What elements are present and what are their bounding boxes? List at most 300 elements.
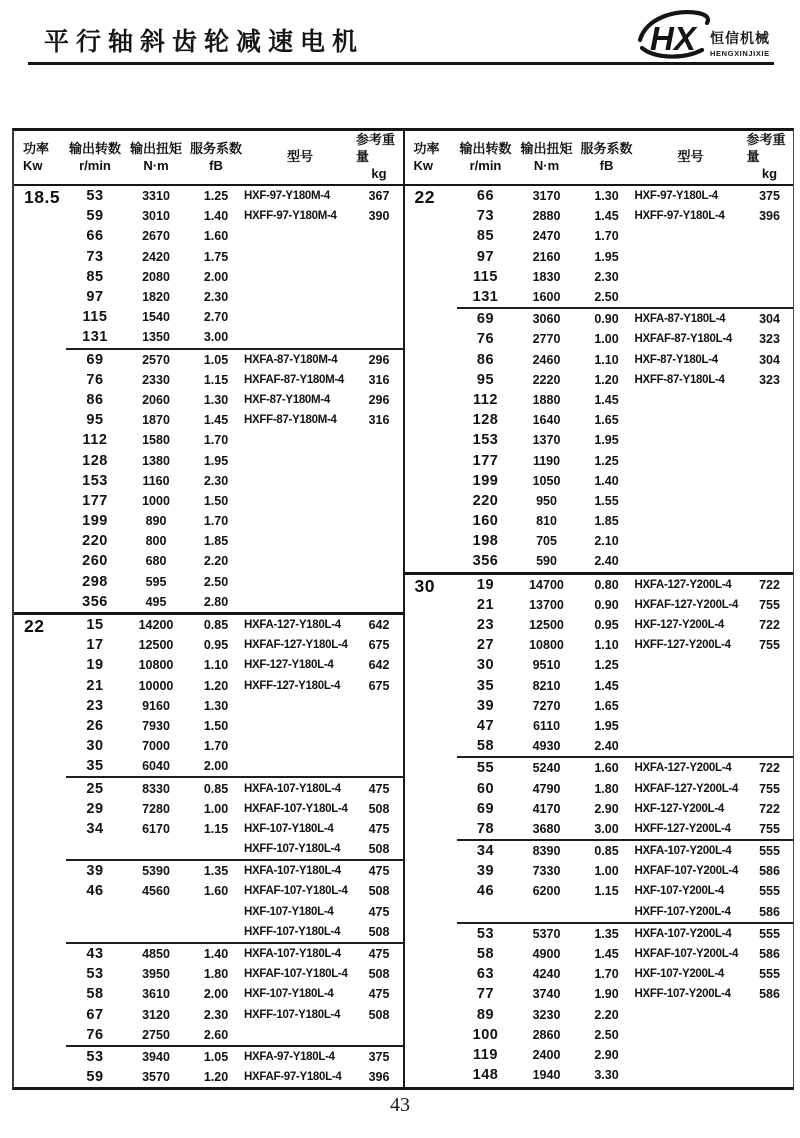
service-header-cn: 服务系数 bbox=[189, 140, 242, 156]
cell-speed: 177 bbox=[472, 452, 499, 469]
table-row bbox=[405, 696, 794, 716]
cell-torque: 7280 bbox=[142, 801, 170, 816]
cell-speed: 58 bbox=[476, 738, 495, 755]
cell-service-factor: 1.35 bbox=[594, 926, 619, 941]
table-row bbox=[14, 1005, 403, 1025]
cell-speed: 76 bbox=[476, 331, 495, 348]
cell-service-factor: 2.90 bbox=[594, 1047, 619, 1062]
cell-service-factor: 1.25 bbox=[203, 189, 229, 204]
hx-logo-text: HX bbox=[650, 20, 696, 57]
cell-torque: 1190 bbox=[532, 453, 561, 468]
cell-speed: 19 bbox=[86, 657, 104, 674]
cell-torque: 4900 bbox=[532, 947, 561, 962]
column-header-model bbox=[635, 149, 747, 166]
cell-service-factor: 2.90 bbox=[594, 801, 619, 816]
cell-weight: 586 bbox=[759, 864, 780, 879]
cell-speed: 97 bbox=[86, 289, 104, 306]
cell-speed: 85 bbox=[86, 268, 104, 285]
cell-speed: 59 bbox=[86, 1069, 104, 1086]
cell-service-factor: 1.45 bbox=[594, 678, 619, 693]
weight-header-cn: 参考重量 bbox=[746, 132, 786, 165]
table-row bbox=[14, 226, 403, 246]
table-row bbox=[405, 902, 794, 922]
cell-speed: 78 bbox=[476, 820, 495, 837]
cell-speed: 177 bbox=[82, 492, 108, 509]
cell-service-factor: 2.80 bbox=[203, 594, 229, 609]
table-row bbox=[14, 778, 403, 798]
company-name-en: HENGXINJIXIE bbox=[710, 49, 770, 58]
cell-torque: 680 bbox=[145, 554, 167, 569]
cell-torque: 1380 bbox=[142, 453, 170, 468]
cell-service-factor: 0.85 bbox=[203, 618, 229, 633]
cell-torque: 495 bbox=[145, 594, 167, 609]
table-row bbox=[14, 1067, 403, 1087]
cell-weight: 296 bbox=[368, 352, 390, 367]
right-table-body bbox=[405, 186, 794, 1085]
table-row bbox=[405, 615, 794, 635]
cell-model: HXF-127-Y200L-4 bbox=[634, 619, 724, 632]
cell-speed: 58 bbox=[86, 986, 104, 1003]
table-row bbox=[14, 1047, 403, 1067]
cell-model: HXFAF-97-Y180L-4 bbox=[244, 1071, 342, 1084]
power-value: 30 bbox=[414, 575, 435, 596]
cell-speed: 153 bbox=[472, 432, 499, 449]
service-header-unit: fB bbox=[209, 157, 223, 173]
cell-service-factor: 1.65 bbox=[594, 413, 619, 428]
table-row bbox=[14, 635, 403, 655]
cell-torque: 1830 bbox=[532, 269, 561, 284]
cell-speed: 69 bbox=[476, 311, 495, 328]
cell-torque: 3950 bbox=[142, 967, 170, 982]
table-row bbox=[14, 944, 403, 964]
cell-speed: 76 bbox=[86, 371, 104, 388]
cell-model: HXFAF-87-Y180L-4 bbox=[634, 333, 732, 346]
cell-speed: 95 bbox=[476, 371, 495, 388]
cell-torque: 8330 bbox=[142, 781, 170, 796]
speed-header-cn: 输出转数 bbox=[68, 140, 121, 156]
torque-header-unit: N·m bbox=[533, 157, 560, 173]
cell-model: HXFF-127-Y180L-4 bbox=[244, 679, 341, 692]
table-row bbox=[14, 247, 403, 267]
cell-service-factor: 1.95 bbox=[203, 453, 229, 468]
table-row bbox=[405, 635, 794, 655]
table-row bbox=[405, 370, 794, 390]
cell-speed: 69 bbox=[86, 351, 104, 368]
power-value: 18.5 bbox=[24, 187, 61, 207]
cell-model: HXFAF-127-Y200L-4 bbox=[634, 782, 739, 795]
cell-model: HXFAF-107-Y180L-4 bbox=[244, 968, 348, 981]
cell-service-factor: 1.85 bbox=[203, 534, 229, 549]
table-row bbox=[14, 696, 403, 716]
table-row bbox=[405, 944, 794, 964]
cell-service-factor: 1.00 bbox=[594, 332, 619, 347]
cell-speed: 73 bbox=[86, 248, 104, 265]
power-value: 22 bbox=[414, 187, 435, 207]
table-row bbox=[14, 819, 403, 839]
cell-torque: 2220 bbox=[532, 372, 561, 387]
cell-service-factor: 1.60 bbox=[594, 761, 619, 776]
cell-speed: 77 bbox=[476, 986, 495, 1003]
cell-service-factor: 1.45 bbox=[594, 392, 619, 407]
cell-speed: 35 bbox=[476, 677, 495, 694]
table-row bbox=[405, 390, 794, 410]
power-value: 22 bbox=[24, 615, 45, 636]
cell-service-factor: 1.50 bbox=[203, 493, 229, 508]
cell-service-factor: 1.40 bbox=[594, 473, 619, 488]
cell-service-factor: 1.25 bbox=[594, 658, 619, 673]
cell-torque: 4850 bbox=[142, 947, 170, 962]
cell-service-factor: 1.60 bbox=[203, 229, 229, 244]
cell-torque: 7330 bbox=[532, 864, 561, 879]
cell-speed: 356 bbox=[472, 553, 499, 570]
cell-torque: 3010 bbox=[142, 209, 170, 224]
table-row bbox=[405, 471, 794, 491]
cell-speed: 15 bbox=[86, 617, 104, 634]
power-section bbox=[405, 186, 794, 572]
cell-torque: 705 bbox=[536, 534, 557, 549]
cell-torque: 3740 bbox=[532, 987, 561, 1002]
table-row bbox=[405, 655, 794, 675]
cell-speed: 198 bbox=[472, 533, 499, 550]
cell-torque: 2880 bbox=[532, 209, 561, 224]
cell-model: HXFA-127-Y200L-4 bbox=[634, 762, 732, 775]
service-header-cn: 服务系数 bbox=[580, 140, 633, 156]
cell-model: HXFA-107-Y200L-4 bbox=[634, 927, 732, 940]
cell-torque: 2060 bbox=[142, 392, 170, 407]
table-row bbox=[14, 736, 403, 756]
cell-speed: 128 bbox=[472, 412, 499, 429]
cell-torque: 9510 bbox=[532, 658, 561, 673]
cell-service-factor: 1.30 bbox=[203, 392, 229, 407]
cell-service-factor: 1.65 bbox=[594, 698, 619, 713]
table-row bbox=[14, 799, 403, 819]
cell-service-factor: 1.10 bbox=[594, 638, 619, 653]
cell-torque: 1600 bbox=[532, 290, 561, 305]
cell-model: HXFF-107-Y200L-4 bbox=[634, 988, 731, 1001]
column-header-weight bbox=[356, 132, 402, 183]
cell-model: HXFAF-107-Y200L-4 bbox=[634, 948, 739, 961]
company-name-block bbox=[710, 28, 796, 58]
cell-weight: 396 bbox=[368, 1070, 390, 1085]
cell-weight: 475 bbox=[368, 904, 390, 919]
column-header-weight bbox=[747, 132, 793, 183]
cell-service-factor: 2.50 bbox=[594, 1027, 619, 1042]
column-header-power bbox=[14, 141, 66, 175]
cell-service-factor: 1.95 bbox=[594, 718, 619, 733]
cell-service-factor: 1.35 bbox=[203, 864, 229, 879]
cell-speed: 199 bbox=[82, 513, 108, 530]
cell-weight: 642 bbox=[368, 658, 390, 673]
cell-speed: 100 bbox=[472, 1026, 499, 1043]
cell-service-factor: 2.50 bbox=[203, 574, 229, 589]
cell-torque: 1050 bbox=[532, 473, 561, 488]
cell-speed: 39 bbox=[86, 863, 104, 880]
cell-service-factor: 1.50 bbox=[203, 718, 229, 733]
cell-service-factor: 1.10 bbox=[594, 352, 619, 367]
table-row bbox=[405, 329, 794, 349]
cell-service-factor: 2.30 bbox=[203, 473, 229, 488]
cell-torque: 1000 bbox=[142, 493, 170, 508]
cell-torque: 9160 bbox=[142, 698, 170, 713]
page-number: 43 bbox=[390, 1094, 410, 1116]
cell-torque: 2420 bbox=[142, 249, 170, 264]
cell-model: HXF-127-Y180L-4 bbox=[244, 659, 334, 672]
cell-weight: 390 bbox=[368, 209, 390, 224]
cell-model: HXFAF-107-Y200L-4 bbox=[634, 865, 739, 878]
cell-weight: 555 bbox=[759, 844, 780, 859]
cell-torque: 6170 bbox=[142, 821, 170, 836]
cell-speed: 47 bbox=[476, 717, 495, 734]
cell-service-factor: 1.05 bbox=[203, 352, 229, 367]
cell-speed: 35 bbox=[86, 758, 104, 775]
table-row bbox=[405, 430, 794, 450]
cell-speed: 55 bbox=[476, 760, 495, 777]
cell-speed: 260 bbox=[82, 553, 108, 570]
cell-service-factor: 1.40 bbox=[203, 209, 229, 224]
cell-service-factor: 1.10 bbox=[203, 658, 229, 673]
cell-model: HXF-97-Y180M-4 bbox=[244, 190, 330, 203]
cell-torque: 595 bbox=[145, 574, 167, 589]
cell-weight: 508 bbox=[368, 801, 390, 816]
cell-speed: 66 bbox=[86, 228, 104, 245]
speed-header-unit: r/min bbox=[469, 157, 502, 173]
table-row bbox=[14, 430, 403, 450]
table-row bbox=[405, 716, 794, 736]
cell-weight: 508 bbox=[368, 1007, 390, 1022]
cell-service-factor: 1.95 bbox=[594, 433, 619, 448]
cell-speed: 53 bbox=[476, 925, 495, 942]
cell-torque: 14200 bbox=[138, 618, 174, 633]
column-header-service-factor bbox=[579, 141, 635, 175]
cell-torque: 4170 bbox=[532, 801, 561, 816]
cell-torque: 2770 bbox=[532, 332, 561, 347]
cell-torque: 10800 bbox=[138, 658, 174, 673]
cell-weight: 722 bbox=[759, 577, 780, 592]
cell-weight: 375 bbox=[759, 189, 780, 204]
right-table bbox=[403, 131, 794, 1087]
cell-speed: 63 bbox=[476, 966, 495, 983]
cell-service-factor: 1.80 bbox=[203, 967, 229, 982]
cell-speed: 131 bbox=[82, 329, 108, 346]
cell-speed: 17 bbox=[86, 637, 104, 654]
cell-weight: 508 bbox=[368, 924, 390, 939]
cell-speed: 66 bbox=[476, 188, 495, 205]
cell-model: HXFF-97-Y180M-4 bbox=[244, 210, 337, 223]
cell-service-factor: 1.20 bbox=[203, 678, 229, 693]
table-row bbox=[405, 410, 794, 430]
cell-weight: 555 bbox=[759, 926, 780, 941]
cell-torque: 3120 bbox=[142, 1007, 170, 1022]
cell-torque: 12500 bbox=[529, 618, 564, 633]
cell-speed: 53 bbox=[86, 966, 104, 983]
left-table-body bbox=[14, 186, 403, 1087]
cell-service-factor: 1.00 bbox=[594, 864, 619, 879]
table-row bbox=[14, 572, 403, 592]
cell-model: HXF-127-Y200L-4 bbox=[634, 802, 724, 815]
table-row bbox=[14, 881, 403, 901]
table-row bbox=[405, 676, 794, 696]
cell-model: HXF-107-Y200L-4 bbox=[634, 885, 724, 898]
cell-model: HXF-107-Y180L-4 bbox=[244, 905, 334, 918]
cell-service-factor: 1.45 bbox=[203, 413, 229, 428]
cell-weight: 675 bbox=[368, 678, 390, 693]
cell-service-factor: 2.60 bbox=[203, 1027, 229, 1042]
cell-model: HXFA-127-Y180L-4 bbox=[244, 619, 341, 632]
cell-service-factor: 3.00 bbox=[594, 821, 619, 836]
cell-service-factor: 1.85 bbox=[594, 514, 619, 529]
title-underline bbox=[28, 62, 774, 65]
cell-service-factor: 3.30 bbox=[594, 1068, 619, 1083]
cell-torque: 1880 bbox=[532, 392, 561, 407]
cell-service-factor: 1.70 bbox=[594, 229, 619, 244]
cell-speed: 76 bbox=[86, 1026, 104, 1043]
cell-speed: 86 bbox=[86, 391, 104, 408]
cell-torque: 2470 bbox=[532, 229, 561, 244]
table-row bbox=[14, 1025, 403, 1045]
cell-weight: 555 bbox=[759, 967, 780, 982]
cell-torque: 4790 bbox=[532, 781, 561, 796]
cell-model: HXFA-107-Y180L-4 bbox=[244, 948, 341, 961]
cell-speed: 153 bbox=[82, 472, 108, 489]
cell-weight: 316 bbox=[368, 372, 390, 387]
table-row bbox=[14, 676, 403, 696]
cell-model: HXF-87-Y180M-4 bbox=[244, 393, 330, 406]
cell-service-factor: 2.20 bbox=[203, 554, 229, 569]
table-row bbox=[14, 390, 403, 410]
cell-speed: 34 bbox=[476, 843, 495, 860]
cell-service-factor: 0.90 bbox=[594, 597, 619, 612]
cell-weight: 296 bbox=[368, 392, 390, 407]
cell-weight: 586 bbox=[759, 904, 780, 919]
table-row bbox=[405, 531, 794, 551]
table-row bbox=[405, 267, 794, 287]
cell-torque: 1540 bbox=[142, 310, 170, 325]
cell-speed: 115 bbox=[473, 268, 498, 285]
cell-service-factor: 0.85 bbox=[594, 844, 619, 859]
cell-torque: 1870 bbox=[142, 413, 170, 428]
cell-model: HXFAF-127-Y200L-4 bbox=[634, 598, 739, 611]
cell-model: HXFF-127-Y200L-4 bbox=[634, 822, 731, 835]
cell-torque: 10000 bbox=[138, 678, 174, 693]
cell-torque: 4930 bbox=[532, 739, 561, 754]
cell-service-factor: 2.30 bbox=[203, 290, 229, 305]
cell-model: HXFF-87-Y180M-4 bbox=[244, 414, 337, 427]
cell-torque: 6200 bbox=[532, 884, 561, 899]
cell-weight: 555 bbox=[759, 884, 780, 899]
cell-model: HXFAF-107-Y180L-4 bbox=[244, 802, 348, 815]
table-row bbox=[405, 819, 794, 839]
cell-speed: 73 bbox=[476, 208, 495, 225]
cell-speed: 115 bbox=[82, 309, 108, 326]
power-section bbox=[405, 572, 794, 1086]
cell-torque: 12500 bbox=[138, 638, 174, 653]
table-row bbox=[14, 350, 403, 370]
power-header-cn: 功率 bbox=[23, 140, 50, 156]
power-header-cn: 功率 bbox=[413, 140, 440, 156]
weight-header-unit: kg bbox=[371, 165, 387, 181]
cell-weight: 508 bbox=[368, 967, 390, 982]
table-row bbox=[405, 1065, 794, 1085]
cell-model: HXFF-107-Y180L-4 bbox=[244, 843, 341, 856]
cell-torque: 7000 bbox=[142, 739, 170, 754]
cell-torque: 1370 bbox=[532, 433, 561, 448]
cell-speed: 53 bbox=[86, 1048, 104, 1065]
table-row bbox=[14, 531, 403, 551]
table-row bbox=[405, 984, 794, 1004]
cell-service-factor: 2.00 bbox=[203, 987, 229, 1002]
cell-torque: 590 bbox=[536, 554, 557, 569]
cell-model: HXFA-127-Y200L-4 bbox=[634, 578, 732, 591]
cell-weight: 722 bbox=[759, 761, 780, 776]
cell-weight: 475 bbox=[368, 821, 390, 836]
table-row bbox=[405, 861, 794, 881]
cell-speed: 60 bbox=[476, 780, 495, 797]
cell-service-factor: 1.15 bbox=[203, 372, 229, 387]
cell-speed: 131 bbox=[472, 289, 499, 306]
cell-service-factor: 1.70 bbox=[594, 967, 619, 982]
cell-weight: 642 bbox=[368, 618, 390, 633]
cell-model: HXFA-107-Y180L-4 bbox=[244, 782, 341, 795]
table-row bbox=[14, 861, 403, 881]
table-row bbox=[14, 370, 403, 390]
cell-model: HXFF-127-Y200L-4 bbox=[634, 639, 731, 652]
cell-weight: 475 bbox=[368, 987, 390, 1002]
cell-torque: 8210 bbox=[532, 678, 561, 693]
cell-speed: 43 bbox=[86, 946, 104, 963]
speed-header-cn: 输出转数 bbox=[459, 140, 512, 156]
cell-weight: 375 bbox=[368, 1049, 390, 1064]
cell-model: HXF-107-Y180L-4 bbox=[244, 988, 334, 1001]
cell-torque: 1350 bbox=[142, 330, 170, 345]
cell-torque: 1160 bbox=[142, 473, 170, 488]
cell-torque: 2750 bbox=[142, 1027, 170, 1042]
cell-weight: 396 bbox=[759, 209, 780, 224]
table-row bbox=[405, 964, 794, 984]
cell-torque: 2570 bbox=[142, 352, 170, 367]
table-row bbox=[405, 758, 794, 778]
cell-speed: 112 bbox=[473, 391, 498, 408]
cell-torque: 3570 bbox=[142, 1070, 170, 1085]
table-row bbox=[405, 551, 794, 571]
cell-speed: 25 bbox=[86, 780, 104, 797]
cell-model: HXFA-97-Y180L-4 bbox=[244, 1050, 335, 1063]
table-row bbox=[405, 247, 794, 267]
cell-torque: 2160 bbox=[532, 249, 561, 264]
cell-model: HXFF-87-Y180L-4 bbox=[634, 373, 725, 386]
table-row bbox=[14, 511, 403, 531]
cell-service-factor: 0.95 bbox=[594, 618, 619, 633]
column-header-speed bbox=[457, 141, 515, 175]
table-row bbox=[405, 186, 794, 206]
cell-model: HXF-107-Y200L-4 bbox=[634, 968, 724, 981]
cell-speed: 119 bbox=[473, 1046, 498, 1063]
cell-weight: 475 bbox=[368, 864, 390, 879]
cell-speed: 21 bbox=[476, 596, 495, 613]
table-row bbox=[405, 350, 794, 370]
cell-service-factor: 1.45 bbox=[594, 209, 619, 224]
cell-torque: 2330 bbox=[142, 372, 170, 387]
cell-service-factor: 1.40 bbox=[203, 947, 229, 962]
cell-speed: 59 bbox=[86, 208, 104, 225]
cell-speed: 128 bbox=[82, 452, 108, 469]
weight-header-unit: kg bbox=[761, 165, 778, 181]
cell-speed: 95 bbox=[86, 412, 104, 429]
cell-speed: 19 bbox=[476, 576, 495, 593]
cell-weight: 722 bbox=[759, 618, 780, 633]
cell-speed: 26 bbox=[86, 717, 104, 734]
page-title: 平行轴斜齿轮减速电机 bbox=[44, 28, 365, 56]
table-row bbox=[405, 206, 794, 226]
